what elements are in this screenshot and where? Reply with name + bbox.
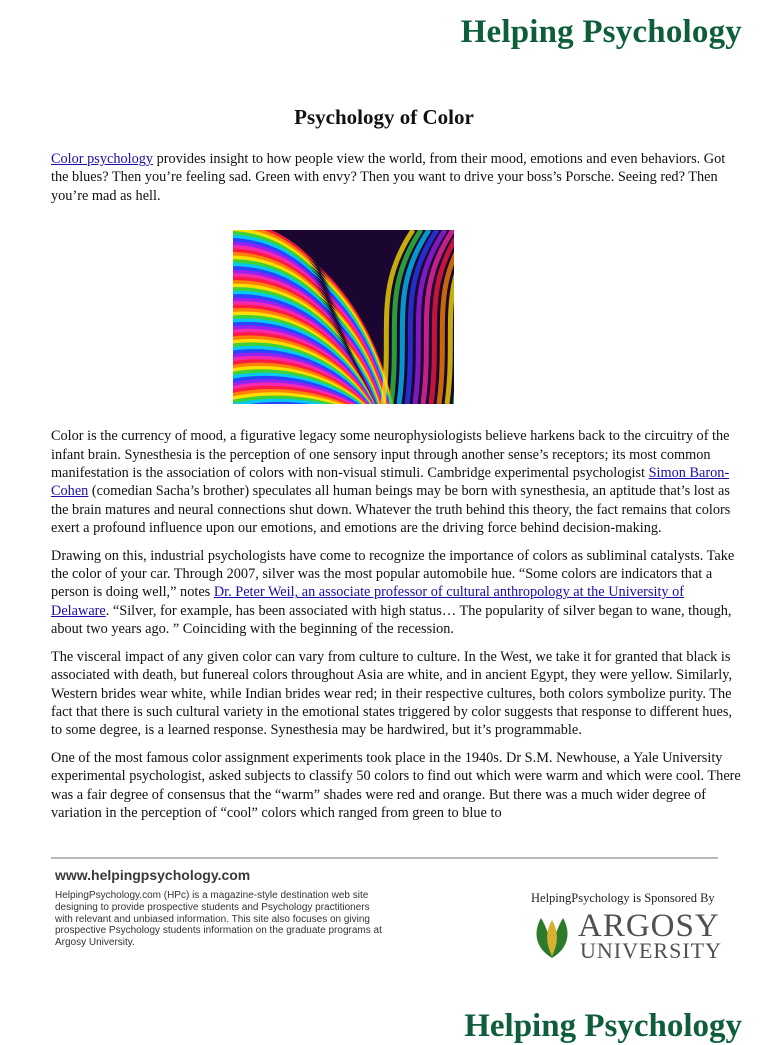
sponsor-name-sub: UNIVERSITY	[580, 938, 722, 963]
paragraph-intro-text: provides insight to how people view the world, from their mood, emotions and even behaviors. Got the blues? Then you’re feeling sad. Green with envy? Then you want to drive your boss’s Porsche. Seeing red? Then you’re mad as hell.	[51, 151, 726, 204]
page-title: Psychology of Color	[294, 105, 474, 129]
color-psychology-link[interactable]: Color psychology	[51, 151, 154, 167]
rainbow-spiral-image	[233, 230, 454, 404]
paragraph-culture: The visceral impact of any given color can vary from culture to culture. In the West, we take it for granted that black is associated with death, but funereal colors throughout Asia are white, and in ancient Egypt, they were yellow. Similarly, Western brides wear white, while Indian brides wear red; in their respective cultures, both colors symbolize purity. The fact that there is such cultural variety in the emotional states triggered by color suggests that response to different hues, to some degree, is a learned response. Synesthesia may be hardwired, but it’s programmable.	[51, 648, 733, 739]
argosy-university-logo[interactable]	[531, 908, 721, 964]
footer-url[interactable]: www.helpingpsychology.com	[55, 867, 251, 883]
footer-description: HelpingPsychology.com (HPc) is a magazine-style destination web site designing to provide prospective students and Psychology practitioners with relevant and unbiased information. This site also focuses on giving prospective Psychology students information on the graduate programs at Argosy University.	[55, 890, 382, 949]
article-body	[51, 150, 741, 831]
paragraph-experiments: One of the most famous color assignment experiments took place in the 1940s. Dr S.M. Newhouse, a Yale University experimental psychologist, asked subjects to classify 50 colors to find out which were warm and which were cool. There was a fair degree of consensus that the “warm” shades were red and orange. But there was a much wider degree of variation in the perception of “cool” colors which ranged from green to blue to	[51, 749, 741, 821]
sponsor-label: HelpingPsychology is Sponsored By	[531, 891, 715, 905]
sponsor-name: ARGOSY	[578, 908, 720, 944]
paragraph-text: Color is the currency of mood, a figurative legacy some neurophysiologists believe harkens back to the circuitry of the infant brain. Synesthesia is the perception of one sensory input through another sense’s receptors; its most common manifestation is the association of colors with non-visual stimuli. Cambridge experimental psychologist	[51, 428, 730, 482]
paragraph-text: . “Silver, for example, has been associated with high status… The popularity of silver began to wane, though, about two years ago. ” Coinciding with the beginning of the recession.	[51, 602, 732, 638]
footer-divider	[51, 857, 718, 859]
paragraph-text: (comedian Sacha’s brother) speculates all human beings may be born with synesthesia, an aptitude that’s lost as the brain matures and neural connections shut down. Whatever the truth behind this theory, the fact remains that colors exert a profound influence upon our emotions, and emotions are the driving force behind decision-making.	[51, 483, 731, 537]
paragraph-intro	[51, 150, 741, 205]
site-brand-header: Helping Psychology	[460, 14, 742, 50]
site-brand-footer: Helping Psychology	[464, 1008, 742, 1044]
argosy-leaf-icon	[531, 914, 573, 960]
paragraph-synesthesia	[51, 427, 741, 537]
image-container	[51, 230, 741, 418]
paragraph-industrial	[51, 547, 741, 639]
simon-baron-cohen-link[interactable]: Simon Baron-Cohen	[51, 465, 730, 500]
peter-weil-link[interactable]: Dr. Peter Weil, an associate professor of cultural anthropology at the University of Delaware	[51, 584, 685, 619]
paragraph-text: Drawing on this, industrial psychologists have come to recognize the importance of colors as subliminal catalysts. Take the color of your car. Through 2007, silver was the most popular automobile hue. “Some colors are indicators that a person is doing well,” notes	[51, 547, 735, 601]
